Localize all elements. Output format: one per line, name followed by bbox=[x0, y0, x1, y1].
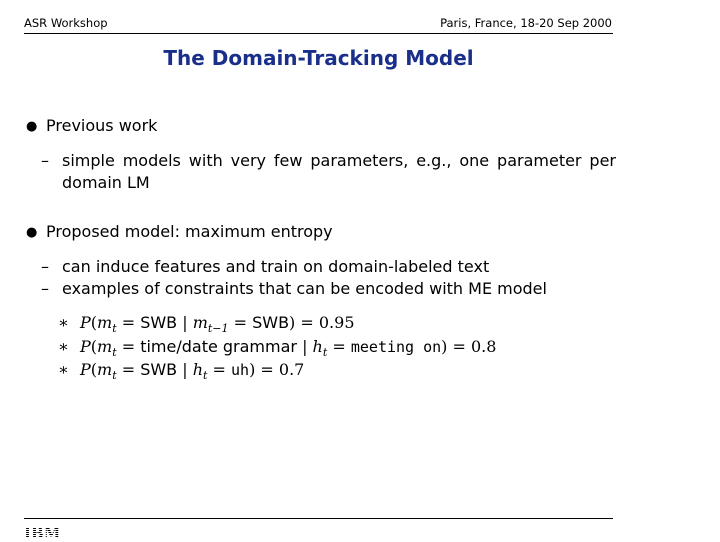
asterisk-icon: ∗ bbox=[58, 337, 69, 356]
sub-bullet-examples bbox=[41, 278, 616, 300]
bullet-text: Proposed model: maximum entropy bbox=[46, 222, 333, 241]
bullet-dot-icon: ● bbox=[26, 119, 38, 134]
asterisk-icon: ∗ bbox=[58, 313, 69, 332]
footer-divider bbox=[24, 518, 613, 519]
sub-bullet-induce-features bbox=[41, 256, 616, 278]
equation-swb-given-swb: ∗ $P(m_t$ = SWB | $m_{t-1} = SWB) = 0.95$ bbox=[58, 313, 355, 336]
bullet-text: Previous work bbox=[46, 116, 158, 135]
bullet-previous-work bbox=[26, 116, 157, 135]
slide-title: The Domain-Tracking Model bbox=[163, 46, 474, 70]
sub-bullet-text: simple models with very few parameters, e.g., one parameter per domain LM bbox=[62, 151, 616, 192]
bullet-proposed-model bbox=[26, 222, 333, 241]
sub-bullet-text: examples of constraints that can be encoded with ME model bbox=[62, 279, 547, 298]
bullet-dot-icon: ● bbox=[26, 225, 38, 240]
sub-bullet-simple-models bbox=[41, 150, 616, 194]
sub-bullet-text: can induce features and train on domain-labeled text bbox=[62, 257, 490, 276]
header-location-date: Paris, France, 18-20 Sep 2000 bbox=[440, 16, 612, 30]
header-workshop-name: ASR Workshop bbox=[24, 16, 108, 30]
asterisk-icon: ∗ bbox=[58, 360, 69, 379]
equation-swb-given-uh: ∗ $P(m_t$ = SWB | $h_t = uh) = 0.7$ bbox=[58, 360, 305, 383]
dash-icon: – bbox=[41, 279, 49, 298]
equation-time-date-grammar: ∗ $P(m_t$ = time/date grammar | $h_t$ = meeting on) = 0.8 bbox=[58, 337, 497, 360]
dash-icon: – bbox=[41, 151, 49, 170]
ibm-logo: IBM bbox=[24, 524, 61, 542]
header-divider bbox=[24, 33, 613, 34]
dash-icon: – bbox=[41, 257, 49, 276]
